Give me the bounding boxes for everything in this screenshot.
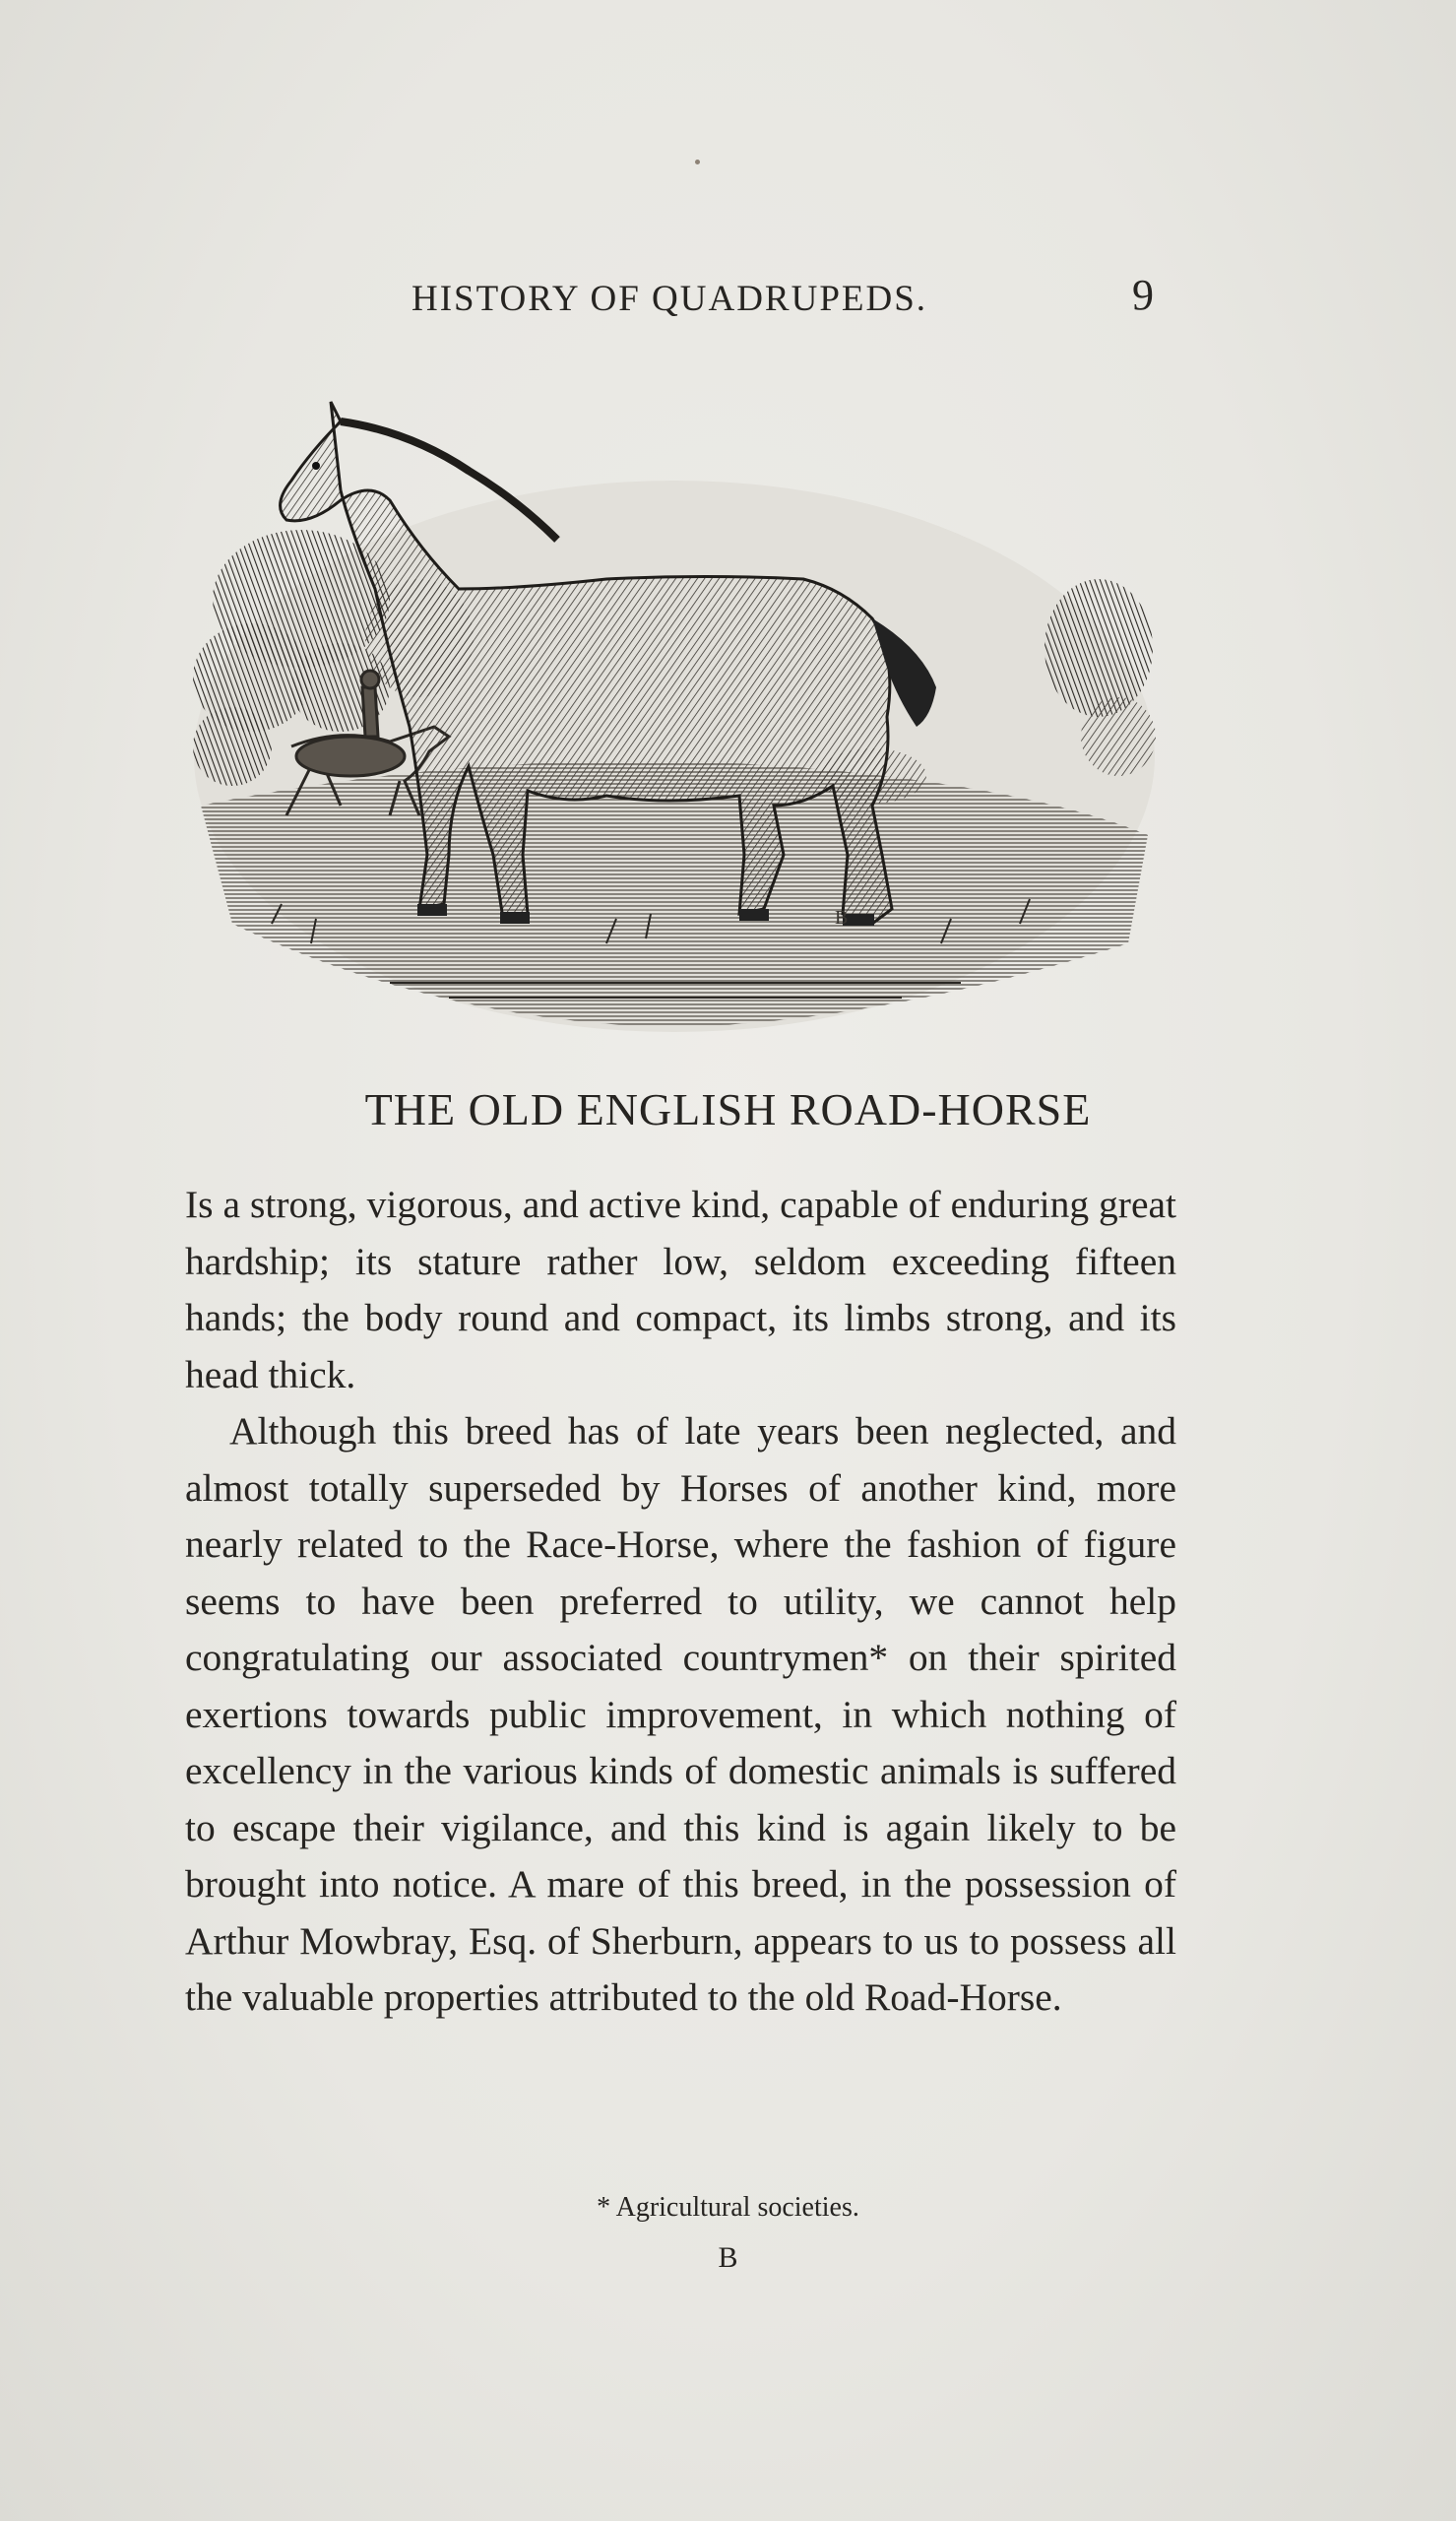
body-text xyxy=(185,1177,1176,2027)
footnote: * Agricultural societies. xyxy=(597,2192,859,2223)
paragraph-1: Is a strong, vigorous, and active kind, capable of enduring great hardship; its stature rather low, seldom exceeding fifteen hands; the body round and compact, its limbs strong, and its head thick. xyxy=(185,1183,1176,1396)
signature-mark: B xyxy=(718,2241,738,2274)
page-number: 9 xyxy=(1132,271,1154,319)
article-title: THE OLD ENGLISH ROAD-HORSE xyxy=(364,1084,1092,1134)
paragraph-2: Although this breed has of late years been neglected, and almost totally superseded by Horses of another kind, more nearly related to the Race-Horse, where the fashion of figure seems to have been preferred to utility, we cannot help congratulating our associated countrymen* on their spirited exertions towards public improvement, in which nothing of excellency in the various kinds of domestic animals is suffered to escape their vigilance, and this kind is again likely to be brought into notice. A mare of this breed, in the possession of Arthur Mowbray, Esq. of Sherburn, appears to us to possess all the valuable properties attributed to the old Road-Horse. xyxy=(185,1409,1176,2019)
engraver-mark: B xyxy=(835,907,849,929)
running-head: HISTORY OF QUADRUPEDS. xyxy=(411,279,928,319)
paper-speck xyxy=(695,160,700,164)
horse-engraving xyxy=(193,392,1156,1038)
